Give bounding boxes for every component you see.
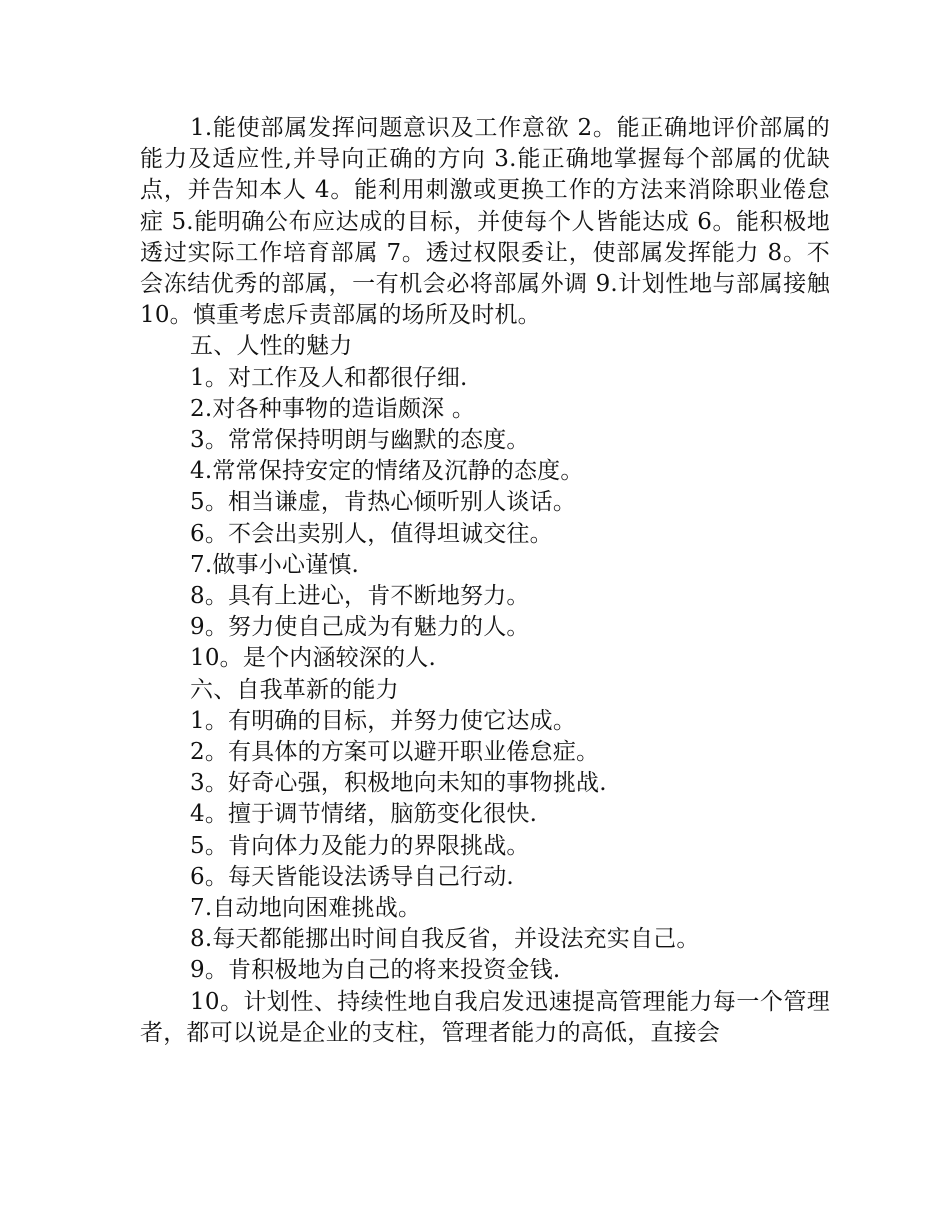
- list-item: 3。好奇心强，积极地向未知的事物挑战.: [190, 770, 607, 797]
- list-item: 3。常常保持明朗与幽默的态度。: [190, 427, 530, 454]
- list-item: 9。肯积极地为自己的将来投资金钱.: [190, 957, 561, 984]
- list-item: 5。相当谦虚，肯热心倾听别人谈话。: [190, 489, 577, 516]
- list-item: 2.对各种事物的造诣颇深 。: [190, 395, 476, 422]
- list-item: 4。擅于调节情绪，脑筋变化很快.: [190, 801, 538, 828]
- section-heading-self-renewal: 六、自我革新的能力: [190, 676, 399, 703]
- list-item: 1。有明确的目标，并努力使它达成。: [190, 707, 577, 734]
- list-item: 2。有具体的方案可以避开职业倦怠症。: [190, 739, 600, 766]
- section-heading-charm: 五、人性的魅力: [190, 333, 353, 360]
- list-item: 7.做事小心谨慎.: [190, 551, 360, 578]
- intro-paragraph: 1.能使部属发挥问题意识及工作意欲 2。能正确地评价部属的能力及适应性,并导向正确的方向 3.能正确地掌握每个部属的优缺点，并告知本人 4。能利用刺激或更换工作的方法来消除职业倦怠症 5.能明确公布应达成的目标，并使每个人皆能达成 6。能积极地透过实际工作培育部属 7。透过权限委让，使部属发挥能力 8。不会冻结优秀的部属，一有机会必将部属外调 9.计划性地与部属接触 10。慎重考虑斥责部属的场所及时机。: [140, 115, 830, 329]
- list-item: 8.每天都能挪出时间自我反省，并设法充实自己。: [190, 926, 700, 953]
- list-item: 5。肯向体力及能力的界限挑战。: [190, 832, 530, 859]
- list-item: 7.自动地向困难挑战。: [190, 895, 422, 922]
- closing-paragraph: 10。计划性、持续性地自我启发迅速提高管理能力每一个管理者，都可以说是企业的支柱，管理者能力的高低，直接会: [140, 988, 830, 1046]
- list-item: 4.常常保持安定的情绪及沉静的态度。: [190, 458, 584, 485]
- list-item: 1。对工作及人和都很仔细.: [190, 364, 468, 391]
- list-item: 8。具有上进心，肯不断地努力。: [190, 583, 530, 610]
- list-item: 6。每天皆能设法诱导自己行动.: [190, 863, 514, 890]
- list-item: 9。努力使自己成为有魅力的人。: [190, 614, 530, 641]
- list-item: 6。不会出卖别人，值得坦诚交往。: [190, 520, 553, 547]
- document-page: [140, 113, 830, 1049]
- list-item: 10。是个内涵较深的人.: [190, 645, 436, 672]
